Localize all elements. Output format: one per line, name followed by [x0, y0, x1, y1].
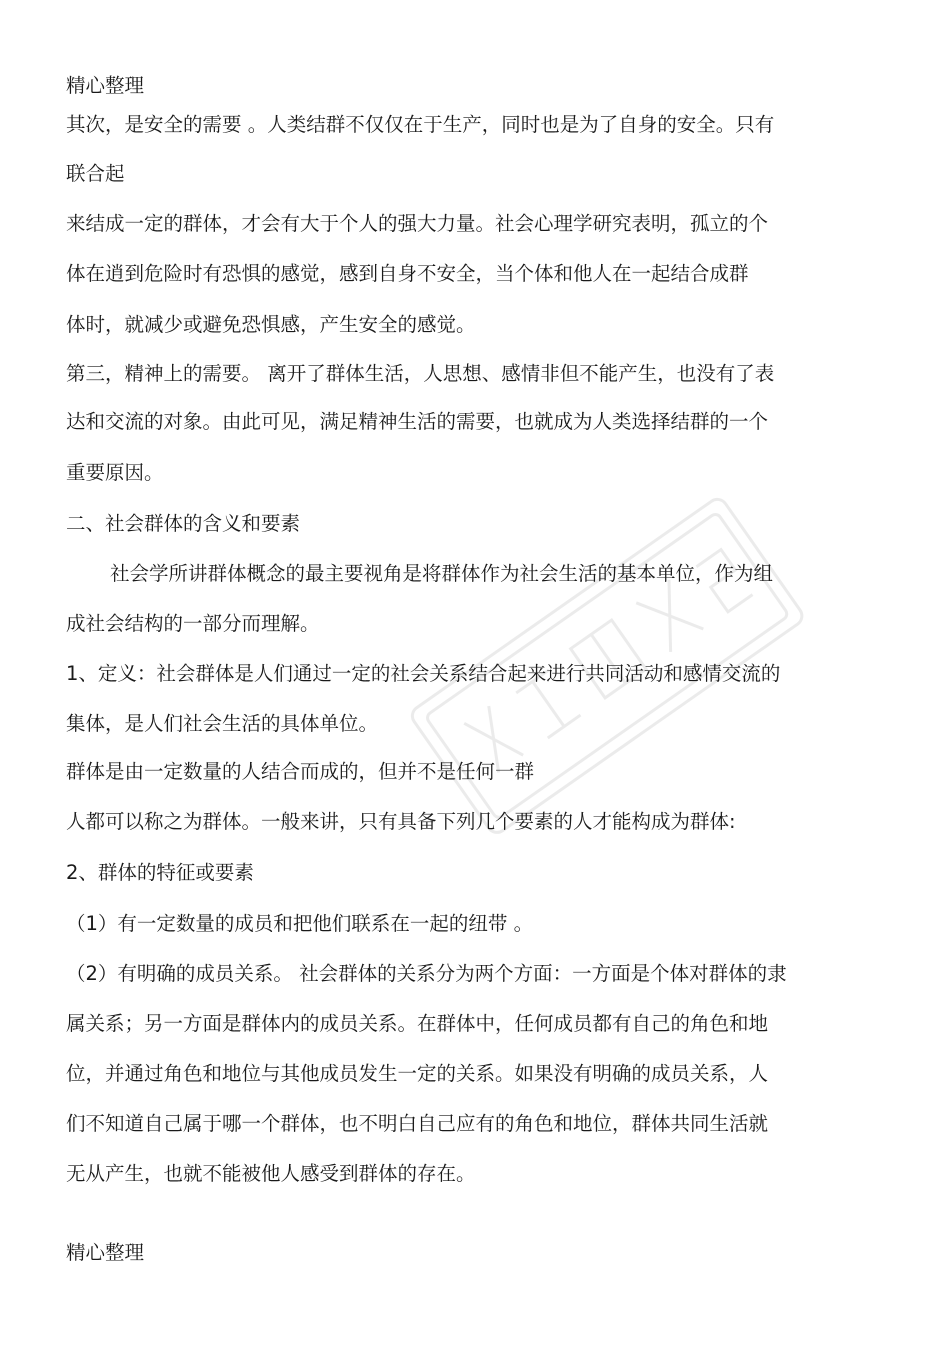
text-line: 体在逍到危险时有恐惧的感觉，感到自身不安全，当个体和他人在一起结合成群	[66, 262, 749, 285]
text-line: 属关系；另一方面是群体内的成员关系。在群体中，任何成员都有自己的角色和地	[66, 1012, 769, 1035]
text-line: 体时，就减少或避免恐惧感，产生安全的感觉。	[66, 313, 476, 336]
text-line: 无从产生，也就不能被他人感受到群体的存在。	[66, 1162, 476, 1185]
list-item: （1）有一定数量的成员和把他们联系在一起的纽带 。	[66, 912, 534, 935]
page-header: 精心整理	[66, 74, 145, 97]
text-line: 人都可以称之为群体。一般来讲，只有具备下列几个要素的人才能构成为群体:	[66, 810, 736, 833]
text-line: 位，并通过角色和地位与其他成员发生一定的关系。如果没有明确的成员关系，人	[66, 1062, 769, 1085]
page-footer: 精心整理	[66, 1241, 145, 1264]
text-line: 达和交流的对象。由此可见，满足精神生活的需要，也就成为人类选择结群的一个	[66, 410, 769, 433]
text-line: 集体，是人们社会生活的具体单位。	[66, 712, 379, 735]
text-line: 们不知道自己属于哪一个群体，也不明白自己应有的角色和地位，群体共同生活就	[66, 1112, 769, 1135]
text-line: 第三，精神上的需要。 离开了群体生活，人思想、感情非但不能产生，也没有了表	[66, 362, 775, 385]
text-line: 成社会结构的一部分而理解。	[66, 612, 320, 635]
text-line: 群体是由一定数量的人结合而成的，但并不是任何一群	[66, 760, 535, 783]
text-line: 来结成一定的群体，才会有大于个人的强大力量。社会心理学研究表明，孤立的个	[66, 212, 769, 235]
section-heading: 二、社会群体的含义和要素	[66, 512, 301, 535]
subsection-heading: 2、群体的特征或要素	[66, 861, 254, 884]
text-line: 其次，是安全的需要 。人类结群不仅仅在于生产，同时也是为了自身的安全。只有	[66, 113, 775, 136]
list-item: （2）有明确的成员关系。 社会群体的关系分为两个方面：一方面是个体对群体的隶	[66, 962, 787, 985]
text-line: 社会学所讲群体概念的最主要视角是将群体作为社会生活的基本单位，作为组	[110, 562, 774, 585]
text-line: 重要原因。	[66, 461, 164, 484]
text-line: 1、定义：社会群体是人们通过一定的社会关系结合起来进行共同活动和感情交流的	[66, 662, 781, 685]
text-line: 联合起	[66, 162, 125, 185]
